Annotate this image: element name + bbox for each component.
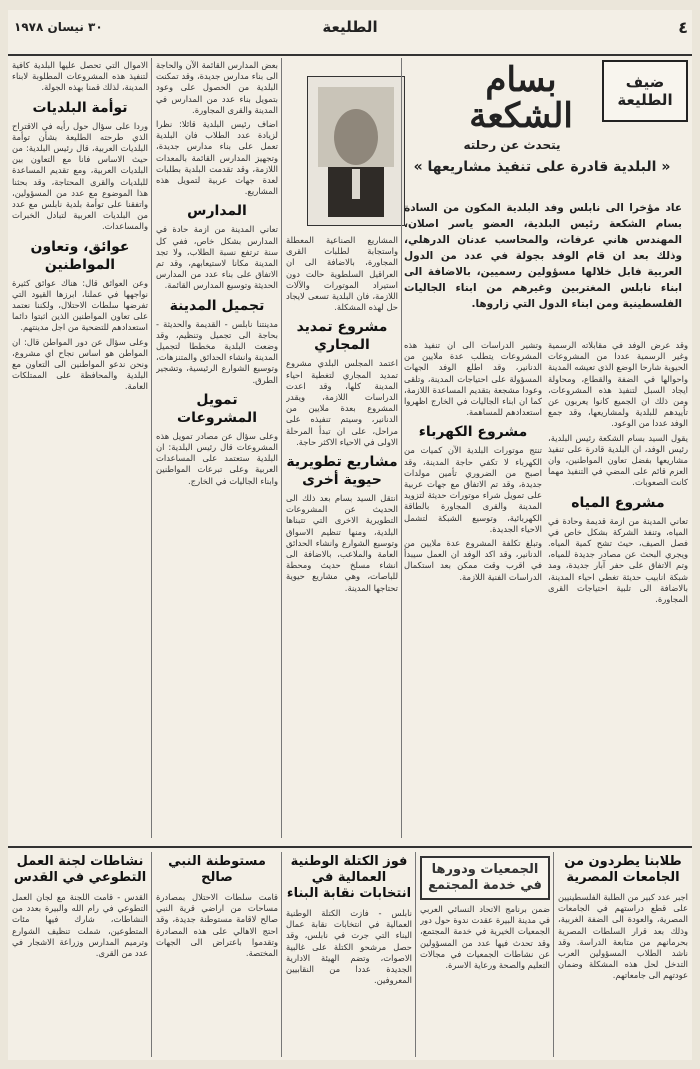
- feature-quote: « البلدية قادرة على تنفيذ مشاريعها »: [413, 159, 671, 175]
- bottom-headline: نشاطات لجنة العمل التطوعي في القدس: [13, 854, 147, 885]
- paragraph: ضمن برنامج الاتحاد النسائي العربي في مدينة البيرة عقدت ندوة حول دور الجمعيات الخيرية في خدمة المجتمع، وقد تحدث فيها عدد من المسؤولين عن نشاطات الجمعيات في مجالات التعليم والصحة ورعاية الاسرة.: [420, 904, 550, 971]
- section-heading-sewage: مشروع تمديد المجاري: [296, 319, 388, 354]
- paragraph: وتشير الدراسات الى ان تنفيذ هذه المشروعات يتطلب عدة ملايين من الدنانير، وقد اطلع الوفد الجهات المسؤولة على احتياجات المدينة، وتلقى وعودا مشجعة بتقديم المساعدة اللازمة، كما ان ابناء الجاليات في الخارج اظهروا استعدادهم للمساهمة.: [404, 340, 542, 418]
- paragraph: وردا على سؤال حول رأيه في الاقتراح الذي طرحته الطليعة بشأن توأمة البلديات العربية، قال رئيس البلدية: من حيث الاساس فانا مع التعاون بين البلديات العربية، ومع تقديم المساعدة للبلديات والقرى المحتاجة، وقد بحثنا هذا الموضوع مع عدد من المسؤولين، واتفقنا على توأمة بلدية نابلس مع عدد من البلديات العربية لتبادل الخبرات والمساعدات.: [12, 120, 148, 232]
- column-rule: [281, 58, 282, 838]
- bottom-headline: طلابنا يطردون من الجامعات المصرية: [564, 854, 682, 885]
- paragraph: تنتج موتورات البلدية الآن كميات من الكهرباء لا تكفي حاجة المدينة، وقد اصبح من الضروري تأمين مولدات جديدة، وقد تم الاتفاق مع جهات عربية على تمويل شراء موتورات حديثة لتزويد المدينة والقرى المجاورة بالطاقة الكهربائية، وتوسيع الشبكة لتشمل الاحياء الجديدة.: [404, 445, 542, 534]
- column-rule: [151, 852, 152, 1057]
- column-rule: [415, 852, 416, 1057]
- column-rule: [281, 852, 282, 1057]
- section-heading-electricity: مشروع الكهرباء: [418, 424, 528, 441]
- paragraph: المشاريع الصناعية المعطلة واستجابة لطلبات القرى المجاورة، بالاضافة الى ان العراقيل السلطوية حالت دون استيراد الموتورات والآلات اللازمة، فان البلدية تسعى لايجاد حل لهذه المشكلة.: [286, 235, 398, 313]
- paragraph: قامت سلطات الاحتلال بمصادرة مساحات من اراضي قرية النبي صالح لاقامة مستوطنة جديدة، وقد احتج الاهالي على هذه المصادرة وتقدموا باعتراض الى الجهات المختصة.: [156, 892, 278, 959]
- paragraph: اضاف رئيس البلدية قائلا: نظرا لزيادة عدد الطلاب فان البلدية تعمل على بناء مدارس جديدة، وتجهيز المدارس القائمة بالمعدات اللازمة، وقد تقدمت البلدية بطلبات لعدة جهات عربية لتمويل هذه المشاريع.: [156, 119, 278, 197]
- feature-title: بسام الشكعة: [469, 60, 573, 136]
- section-heading-funding: تمويل المشروعات: [177, 391, 257, 426]
- paragraph: مدينتنا نابلس - القديمة والحديثة - بحاجة الى تجميل وتنظيم، وقد وضعت البلدية مخططا لتجميل المدينة وانشاء الحدائق والمتنزهات، وتوسيع الشوارع الرئيسية، وتشجير الطرق.: [156, 318, 278, 385]
- bottom-article-volunteer: [12, 852, 148, 1057]
- bottom-article-students: [558, 852, 688, 1057]
- article-column-2: [404, 340, 542, 840]
- paragraph: وعلى سؤال عن مصادر تمويل هذه المشروعات قال رئيس البلدية: ان البلدية ستعتمد على المساعدات العربية وعلى تبرعات المواطنين وابناء الجاليات في الخارج.: [156, 430, 278, 486]
- newspaper-page: [8, 10, 692, 1060]
- bottom-headline: فوز الكتلة الوطنية العمالية في انتخابات نقابة البناء: [286, 854, 412, 901]
- paragraph: تعاني المدينة من ازمة حادة في المدارس بشكل خاص، ففي كل سنة ترتفع نسبة الطلاب، ولا تجد المدينة مكانا لاستيعابهم، وقد تم الاتفاق على بناء عدد من المدارس الحديثة وتوسيع المدارس القائمة.: [156, 224, 278, 291]
- article-column-1: [548, 340, 688, 700]
- paragraph: وقد عرض الوفد في مقابلاته الرسمية وغير الرسمية عددا من المشروعات الحيوية شارحا الوضع الذي تعيشه المدينة واحوالها في الضفة والقطاع، ومحاولة ايجاد السبل لتنفيذ هذه المشروعات، ومن ذلك ان الجميع كانوا يعربون عن تأييدهم للبلدية ولمشاريعها، وقد جمع الوفد عددا من الوعود.: [548, 340, 688, 429]
- paragraph: تعاني المدينة من ازمة قديمة وحادة في المياه، وتنفذ الشركة بشكل خاص في فصل الصيف، حيث تشح كمية المياه. ويجري البحث عن مصادر جديدة للمياه، وتم الاتفاق على حفر آبار جديدة، ومد شبكة انابيب حديثة تغطي احياء المدينة، بالاضافة الى تلبية احتياجات القرى المجاورة.: [548, 515, 688, 605]
- page-header: [8, 10, 692, 56]
- paragraph: يقول السيد بسام الشكعة رئيس البلدية، رئيس الوفد، ان البلدية قادرة على تنفيذ مشاريعها بفضل تعاون المواطنين، وان العزم قائم على المضي في التنفيذ مهما كانت الصعوبات.: [548, 432, 688, 488]
- paragraph: بعض المدارس القائمة الآن والحاجة الى بناء مدارس جديدة، وقد تمكنت البلدية من الحصول على وعود بتمويل بناء عدد من المدارس في المدينة والقرى المجاورة.: [156, 60, 278, 115]
- bottom-headline: الجمعيات ودورها في خدمة المجتمع: [420, 856, 550, 900]
- bottom-article-settlement: [156, 852, 278, 1057]
- page-number: ٤: [678, 18, 688, 37]
- paragraph: وتبلغ تكلفة المشروع عدة ملايين من الدنانير، وقد اكد الوفد ان العمل سيبدأ في اقرب وقت ممكن بعد استكمال الدراسات الفنية اللازمة.: [404, 538, 542, 582]
- paragraph: انتقل السيد بسام بعد ذلك الى الحديث عن المشروعات التطويرية الاخرى التي تتبناها البلدية، ومنها تنظيم الاسواق وتوسيع الشوارع وانشاء الحدائق العامة والملاعب، بالاضافة الى انشاء مسلخ حديث ومحطة للباصات، وهي مشاريع حيوية تحتاجها المدينة.: [286, 493, 398, 593]
- section-heading-twinning: توأمة البلديات: [32, 99, 128, 116]
- column-rule: [553, 852, 554, 1057]
- guest-box-label: ضيف الطليعة: [602, 60, 688, 122]
- article-column-5: [12, 60, 148, 840]
- paragraph: وعلى سؤال عن دور المواطن قال: ان المواطن هو اساس نجاح اي مشروع، ونحن ندعو المواطنين الى التعاون مع البلدية والمحافظة على الممتلكات العامة.: [12, 336, 148, 392]
- section-heading-development: مشاريع تطويرية حيوية أخرى: [286, 454, 398, 489]
- section-divider: [8, 846, 692, 848]
- bottom-headline: مستوطنة النبي صالح: [168, 854, 266, 885]
- feature-subtitle: يتحدث عن رحلته: [463, 138, 561, 152]
- bottom-article-societies: [420, 852, 550, 1057]
- portrait-photo: [307, 76, 405, 226]
- column-rule: [151, 58, 152, 838]
- paragraph: الاموال التي تحصل عليها البلدية كافية لتنفيذ هذه المشروعات المطلوبة لابناء المدينة، لذلك قمنا بهذه الجولة.: [12, 60, 148, 93]
- issue-date: ٣٠ نيسان ١٩٧٨: [14, 20, 103, 34]
- paragraph: القدس - قامت اللجنة مع لجان العمل التطوعي في رام الله والبيرة بعدد من النشاطات، شارك فيها مئات المتطوعين، شملت تنظيف الشوارع وترميم المدارس وزراعة الاشجار في عدد من القرى.: [12, 892, 148, 959]
- paragraph: اعتمد المجلس البلدي مشروع تمديد المجاري لتغطية احياء المدينة كلها، وقد اعدت الدراسات اللازمة، ويقدر المشروع بعدة ملايين من الدنانير، وسيتم تنفيذه على مراحل، على ان تبدأ المرحلة الاولى في الاحياء الاكثر حاجة.: [286, 358, 398, 447]
- paragraph: نابلس - فازت الكتلة الوطنية العمالية في انتخابات نقابة عمال البناء التي جرت في نابلس، وقد حصل مرشحو الكتلة على غالبية الاصوات، وتضم الهيئة الادارية الجديدة عددا من النقابيين المعروفين.: [286, 908, 412, 986]
- paragraph: اجبر عدد كبير من الطلبة الفلسطينيين على قطع دراستهم في الجامعات المصرية، والعودة الى الضفة الغربية، وذلك بعد قرار السلطات المصرية بحرمانهم من متابعة الدراسة. وقد ناشد الطلاب المسؤولين العرب التدخل لحل هذه المشكلة وضمان عودتهم الى جامعاتهم.: [558, 892, 688, 981]
- newspaper-name: الطليعة: [322, 18, 378, 36]
- section-heading-schools: المدارس: [187, 203, 247, 220]
- feature-intro: عاد مؤخرا الى نابلس وفد البلدية المكون من السادة بسام الشكعة رئيس البلدية، العضو ياسر اصلان، المهندس هاني عرفات، والمحاسب عدنان الدرهلي، وذلك بعد ان قام الوفد بجولة في عدد من الدول العربية فابل خلالها مسؤولين رسميين، بالاضافة الى ابناء نابلس المغتربين وغيرهم من ابناء الجاليات الفلسطينية ومن ابناء الدول التي زاروها.: [404, 202, 682, 310]
- paragraph: وعن العوائق قال: هناك عوائق كثيرة نواجهها في عملنا، ابرزها القيود التي تفرضها سلطات الاحتلال، ولكننا نعتمد على تعاون المواطنين الذين اثبتوا دائما استعدادهم للتضحية من اجل مدينتهم.: [12, 277, 148, 333]
- section-heading-beautification: تجميل المدينة: [169, 297, 265, 314]
- section-heading-water: مشروع المياه: [571, 494, 665, 511]
- column-rule: [401, 58, 402, 838]
- article-column-3: [286, 235, 398, 835]
- article-column-4: [156, 60, 278, 840]
- section-heading-obstacles: عوائق، وتعاون المواطنين: [30, 238, 130, 273]
- bottom-article-union: [286, 852, 412, 1057]
